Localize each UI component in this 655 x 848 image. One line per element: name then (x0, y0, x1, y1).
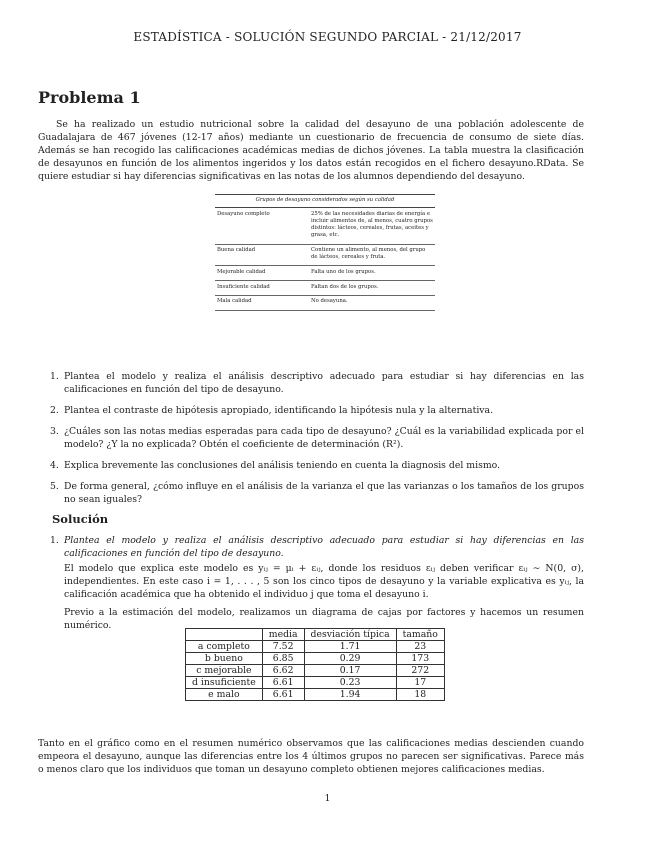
table-cell: 23 (396, 641, 444, 653)
table-row (186, 665, 445, 677)
summary-stats-table (185, 628, 445, 701)
group-name: Mala calidad (217, 298, 252, 305)
breakfast-groups-table (215, 194, 435, 311)
table-header: tamaño (396, 629, 444, 641)
table-cell: 173 (396, 653, 444, 665)
table-cell: 0.29 (304, 653, 396, 665)
page-number: 1 (324, 793, 331, 804)
table-header: desviación típica (304, 629, 396, 641)
group-description: 25% de las necesidades diarias de energía e incluir alimentos de, al menos, cuatro grupos distintos: lácteos, cereales, frutas, aceites y grasa, etc. (311, 210, 433, 239)
table-header (186, 629, 263, 641)
group-name: Buena calidad (217, 247, 256, 254)
table-cell: 272 (396, 665, 444, 677)
table-row (186, 641, 445, 653)
question-item: 1. Plantea el modelo y realiza el análisis descriptivo adecuado para estudiar si hay diferencias en las calificaciones en función del tipo de desayuno. (50, 371, 584, 395)
problem-title: Problema 1 (38, 88, 141, 107)
question-text: Plantea el contraste de hipótesis apropiado, identificando la hipótesis nula y la alternativa. (64, 405, 494, 416)
table-cell: e malo (186, 689, 263, 701)
groups-table-row (215, 266, 435, 281)
solution-question: Plantea el modelo y realiza el análisis descriptivo adecuado para estudiar si hay diferencias en las calificaciones en función del tipo de desayuno. (64, 535, 584, 559)
table-cell: 0.23 (304, 677, 396, 689)
group-description: Contiene un alimento, al menos, del grupo de lácteos, cereales y fruta. (311, 247, 426, 261)
table-cell: 7.52 (262, 641, 304, 653)
question-text: Explica brevemente las conclusiones del análisis teniendo en cuenta la diagnosis del mismo. (64, 460, 501, 471)
table-cell: b bueno (186, 653, 263, 665)
table-row (186, 653, 445, 665)
table-cell: 6.85 (262, 653, 304, 665)
table-cell: a completo (186, 641, 263, 653)
solution-model-paragraph: El modelo que explica este modelo es yᵢⱼ = μᵢ + εᵢⱼ, donde los residuos εᵢⱼ deben verificar εᵢⱼ ∼ N(0, σ), independientes. En este caso i = 1, . . . , 5 son los cinco tipos de desayuno y la variable explicativa es yᵢⱼ, la calificación académica que ha obtenido el individuo j que toma el desayuno i. (64, 563, 584, 600)
table-header-row (186, 629, 445, 641)
solution-previo-paragraph: Previo a la estimación del modelo, realizamos un diagrama de cajas por factores y hacemos un resumen numérico. (64, 607, 584, 631)
question-text: Plantea el modelo y realiza el análisis descriptivo adecuado para estudiar si hay diferencias en las calificaciones en función del tipo de desayuno. (64, 371, 584, 395)
table-cell: 6.62 (262, 665, 304, 677)
groups-table-row (215, 244, 435, 266)
group-description: Falta uno de los grupos. (311, 268, 376, 275)
conclusion-paragraph: Tanto en el gráfico como en el resumen numérico observamos que las calificaciones medias descienden cuando empeora el desayuno, aunque las diferencias entre los 4 últimos grupos no parecen ser significativas. Parece más o menos claro que los individuos que toman un desayuno completo obtienen mejores calificaciones medias. (38, 738, 584, 775)
groups-table-row (215, 295, 435, 310)
groups-table-row (215, 208, 435, 244)
table-cell: 0.17 (304, 665, 396, 677)
groups-table-caption: Grupos de desayuno considerados según su calidad (215, 195, 435, 208)
solution-item-1: 1. Plantea el modelo y realiza el análisis descriptivo adecuado para estudiar si hay diferencias en las calificaciones en función del tipo de desayuno. El modelo que explica este modelo es yᵢⱼ = μᵢ + εᵢⱼ, donde los residuos εᵢⱼ deben verificar εᵢⱼ ∼ N(0, σ), independientes. En este caso i = 1, . . . , 5 son los cinco tipos de desayuno y la variable explicativa es yᵢⱼ, la calificación académica que ha obtenido el individuo j que toma el desayuno i. Previo a la estimación del modelo, realizamos un diagrama de cajas por factores y hacemos un resumen numérico. (50, 535, 584, 631)
table-row (186, 689, 445, 701)
table-cell: 17 (396, 677, 444, 689)
question-text: ¿Cuáles son las notas medias esperadas para cada tipo de desayuno? ¿Cuál es la variabilidad explicada por el modelo? ¿Y la no explicada? Obtén el coeficiente de determinación (R²). (64, 426, 584, 450)
question-item: 5. De forma general, ¿cómo influye en el análisis de la varianza el que las varianzas o los tamaños de los grupos no sean iguales? (50, 481, 584, 505)
group-description: No desayuna. (311, 298, 348, 305)
solution-title: Solución (52, 512, 109, 526)
problem-intro: Se ha realizado un estudio nutricional sobre la calidad del desayuno de una población adolescente de Guadalajara de 467 jóvenes (12-17 años) mediante un cuestionario de frecuencia de consumo de siete días. Además se han recogido las calificaciones académicas medias de dichos jóvenes. La tabla muestra la clasificación de desayunos en función de los alimentos ingeridos y los datos están recogidos en el fichero desayuno.RData. Se quiere estudiar si hay diferencias significativas en las notas de los alumnos dependiendo del desayuno. (38, 119, 584, 182)
group-name: Desayuno completo (217, 210, 270, 217)
question-text: De forma general, ¿cómo influye en el análisis de la varianza el que las varianzas o los tamaños de los grupos no sean iguales? (64, 481, 584, 505)
table-row (186, 677, 445, 689)
table-cell: 1.94 (304, 689, 396, 701)
group-description: Faltan dos de los grupos. (311, 283, 379, 290)
question-item: 4. Explica brevemente las conclusiones del análisis teniendo en cuenta la diagnosis del mismo. (50, 460, 501, 471)
question-item: 2. Plantea el contraste de hipótesis apropiado, identificando la hipótesis nula y la alternativa. (50, 405, 494, 416)
page-header: ESTADÍSTICA - SOLUCIÓN SEGUNDO PARCIAL - 21/12/2017 (133, 30, 522, 44)
group-name: Mejorable calidad (217, 268, 266, 275)
table-cell: d insuficiente (186, 677, 263, 689)
table-cell: 1.71 (304, 641, 396, 653)
table-cell: c mejorable (186, 665, 263, 677)
table-cell: 6.61 (262, 689, 304, 701)
group-name: Insuficiente calidad (217, 283, 270, 290)
groups-table-row (215, 281, 435, 296)
table-cell: 6.61 (262, 677, 304, 689)
table-header: media (262, 629, 304, 641)
question-item: 3. ¿Cuáles son las notas medias esperadas para cada tipo de desayuno? ¿Cuál es la variabilidad explicada por el modelo? ¿Y la no explicada? Obtén el coeficiente de determinación (R²). (50, 426, 584, 450)
question-list (38, 370, 584, 514)
table-cell: 18 (396, 689, 444, 701)
